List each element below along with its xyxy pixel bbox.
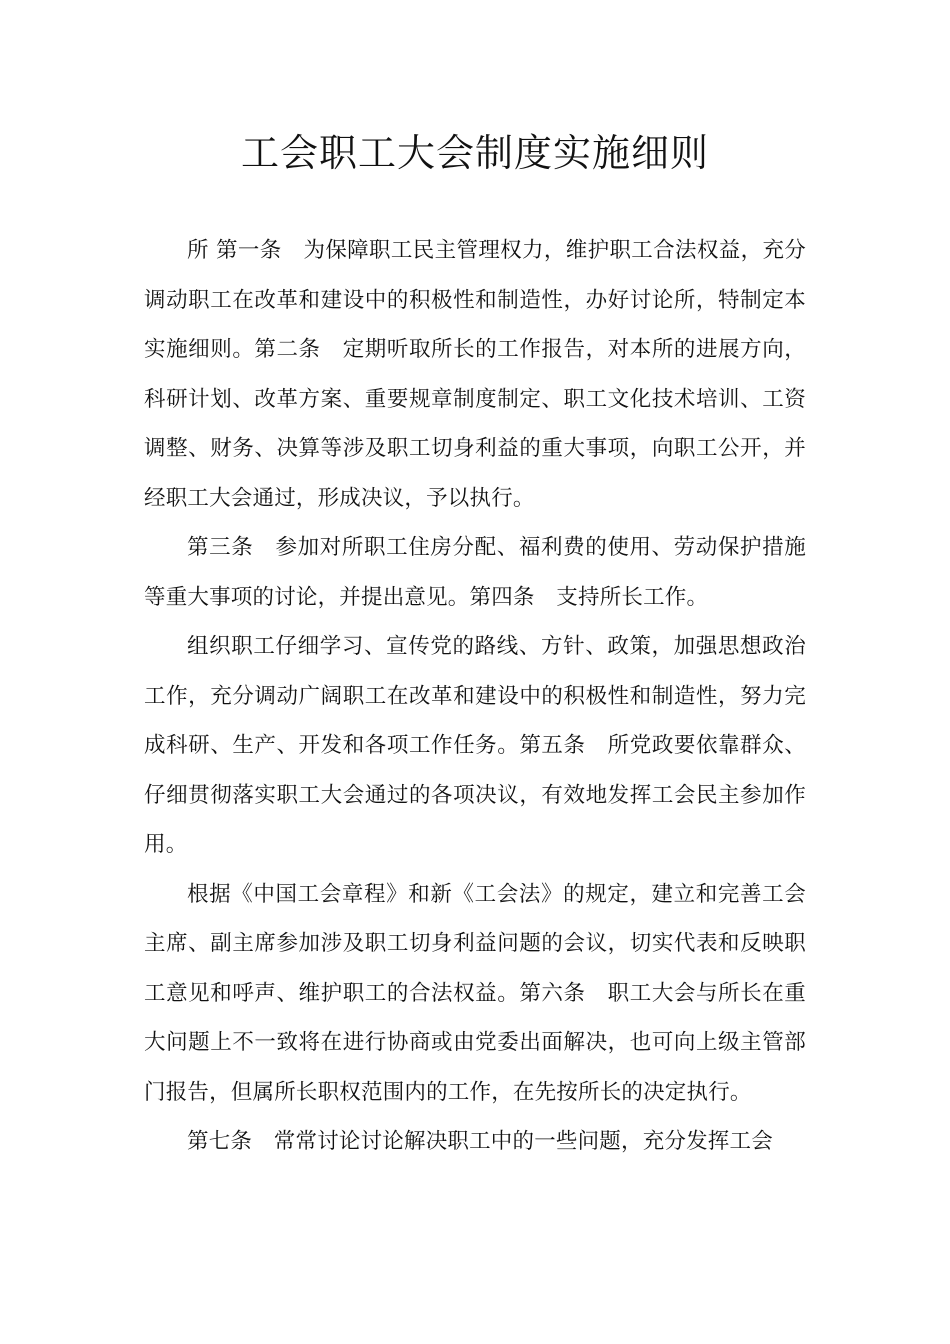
paragraph-3: 组织职工仔细学习、宣传党的路线、方针、政策，加强思想政治工作，充分调动广阔职工在改革和建设中的积极性和制造性，努力完成科研、生产、开发和各项工作任务。第五条 所党政要依靠群众、仔细贯彻落实职工大会通过的各项决议，有效地发挥工会民主参加作用。 — [144, 634, 806, 857]
document-title: 工会职工大会制度实施细则 — [240, 131, 709, 175]
document-body — [144, 226, 806, 1167]
paragraph-4: 根据《中国工会章程》和新《工会法》的规定，建立和完善工会主席、副主席参加涉及职工切身利益问题的会议，切实代表和反映职工意见和呼声、维护职工的合法权益。第六条 职工大会与所长在重大问题上不一致将在进行协商或由党委出面解决，也可向上级主管部门报告，但属所长职权范围内的工作，在先按所长的决定执行。 — [144, 881, 806, 1105]
paragraph-1: 所 第一条 为保障职工民主管理权力，维护职工合法权益，充分调动职工在改革和建设中的积极性和制造性，办好讨论所，特制定本实施细则。第二条 定期听取所长的工作报告，对本所的进展方向，科研计划、改革方案、重要规章制度制定、职工文化技术培训、工资调整、财务、决算等涉及职工切身利益的重大事项，向职工公开，并经职工大会通过，形成决议，予以执行。 — [144, 238, 806, 511]
paragraph-2: 第三条 参加对所职工住房分配、福利费的使用、劳动保护措施等重大事项的讨论，并提出意见。第四条 支持所长工作。 — [144, 535, 806, 610]
paragraph-5: 第七条 常常讨论讨论解决职工中的一些问题，充分发挥工会 — [187, 1129, 773, 1154]
